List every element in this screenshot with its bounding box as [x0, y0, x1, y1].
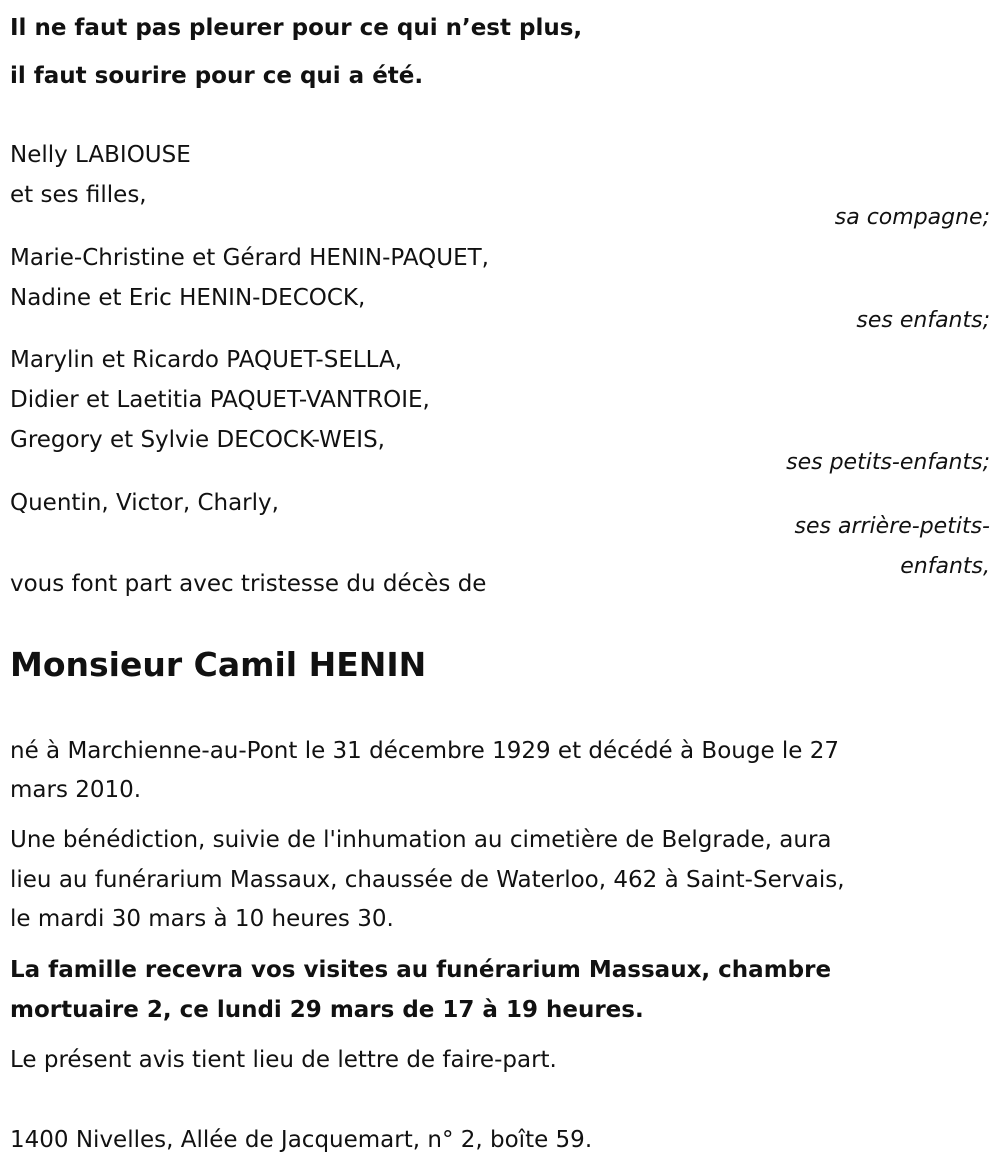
birth-death-line-1: né à Marchienne-au-Pont le 31 décembre 1929 et décédé à Bouge le 27: [10, 738, 840, 764]
companion-daughters: et ses filles,: [10, 182, 147, 208]
grandchild-2: Didier et Laetitia PAQUET-VANTROIE,: [10, 387, 430, 413]
ceremony-line-3: le mardi 30 mars à 10 heures 30.: [10, 906, 394, 932]
grandchild-1: Marylin et Ricardo PAQUET-SELLA,: [10, 347, 403, 373]
companion-name: Nelly LABIOUSE: [10, 142, 191, 168]
great-grandchildren: Quentin, Victor, Charly,: [10, 490, 279, 516]
announcement: vous font part avec tristesse du décès de: [10, 571, 487, 597]
notice: Le présent avis tient lieu de lettre de faire-part.: [10, 1047, 557, 1073]
grandchildren-role: ses petits-enfants;: [786, 450, 990, 475]
address: 1400 Nivelles, Allée de Jacquemart, n° 2, boîte 59.: [10, 1127, 593, 1153]
children-role: ses enfants;: [856, 308, 990, 333]
companion-role: sa compagne;: [834, 205, 990, 230]
ceremony-line-1: Une bénédiction, suivie de l'inhumation au cimetière de Belgrade, aura: [10, 827, 832, 853]
great-grandchildren-role-2: enfants,: [900, 554, 990, 579]
deceased-name: Monsieur Camil HENIN: [10, 645, 427, 684]
quote-line-1: Il ne faut pas pleurer pour ce qui n’est plus,: [10, 15, 583, 41]
great-grandchildren-role-1: ses arrière-petits-: [794, 514, 990, 539]
child-1: Marie-Christine et Gérard HENIN-PAQUET,: [10, 245, 489, 271]
quote-line-2: il faut sourire pour ce qui a été.: [10, 63, 424, 89]
ceremony-line-2: lieu au funérarium Massaux, chaussée de Waterloo, 462 à Saint-Servais,: [10, 867, 845, 893]
visits-line-2: mortuaire 2, ce lundi 29 mars de 17 à 19 heures.: [10, 997, 644, 1023]
birth-death-line-2: mars 2010.: [10, 777, 142, 803]
grandchild-3: Gregory et Sylvie DECOCK-WEIS,: [10, 427, 385, 453]
child-2: Nadine et Eric HENIN-DECOCK,: [10, 285, 366, 311]
visits-line-1: La famille recevra vos visites au funérarium Massaux, chambre: [10, 957, 832, 983]
